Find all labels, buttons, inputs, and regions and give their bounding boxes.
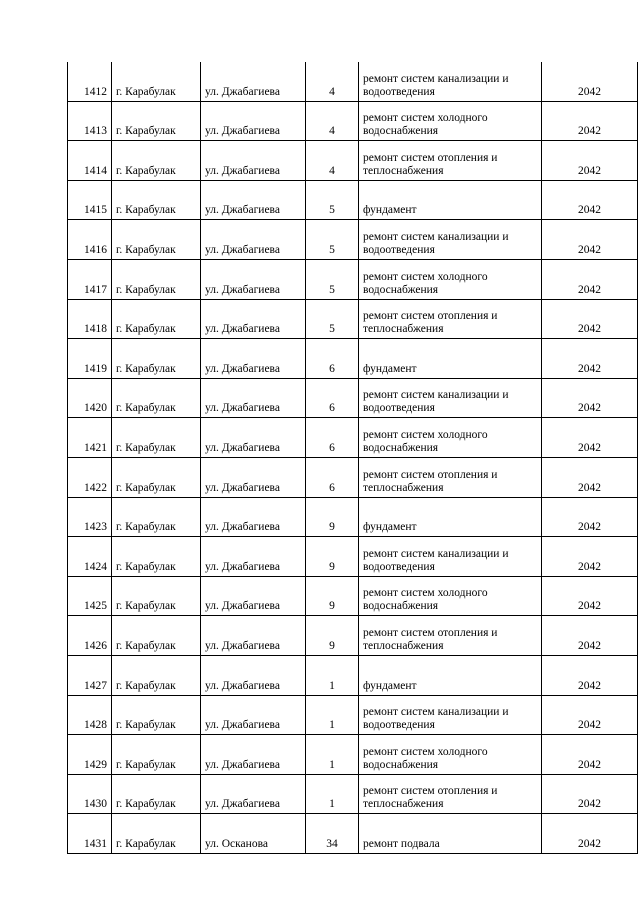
table-row — [68, 220, 638, 260]
table-row — [68, 339, 638, 379]
work-type-cell: ремонт систем отопления и теплоснабжения — [359, 774, 542, 814]
table-row — [68, 735, 638, 775]
city-cell: г. Карабулак — [112, 497, 201, 537]
street-cell: ул. Джабагиева — [201, 774, 306, 814]
street-cell: ул. Джабагиева — [201, 62, 306, 101]
street-cell: ул. Джабагиева — [201, 616, 306, 656]
house-number-cell: 1 — [306, 655, 359, 695]
street-cell: ул. Джабагиева — [201, 378, 306, 418]
table-row — [68, 299, 638, 339]
year-cell: 2042 — [542, 299, 638, 339]
city-cell: г. Карабулак — [112, 299, 201, 339]
row-number: 1423 — [68, 497, 112, 537]
row-number: 1413 — [68, 101, 112, 141]
city-cell: г. Карабулак — [112, 101, 201, 141]
row-number: 1429 — [68, 735, 112, 775]
table-row — [68, 537, 638, 577]
work-type-cell: ремонт систем отопления и теплоснабжения — [359, 141, 542, 181]
city-cell: г. Карабулак — [112, 814, 201, 854]
house-number-cell: 9 — [306, 497, 359, 537]
city-cell: г. Карабулак — [112, 695, 201, 735]
year-cell: 2042 — [542, 576, 638, 616]
work-type-cell: ремонт систем холодного водоснабжения — [359, 259, 542, 299]
row-number: 1428 — [68, 695, 112, 735]
table-row — [68, 457, 638, 497]
row-number: 1418 — [68, 299, 112, 339]
street-cell: ул. Джабагиева — [201, 141, 306, 181]
row-number: 1417 — [68, 259, 112, 299]
year-cell: 2042 — [542, 616, 638, 656]
table-row — [68, 774, 638, 814]
house-number-cell: 1 — [306, 695, 359, 735]
street-cell: ул. Джабагиева — [201, 655, 306, 695]
year-cell: 2042 — [542, 695, 638, 735]
city-cell: г. Карабулак — [112, 774, 201, 814]
year-cell: 2042 — [542, 735, 638, 775]
year-cell: 2042 — [542, 62, 638, 101]
work-type-cell: фундамент — [359, 497, 542, 537]
street-cell: ул. Джабагиева — [201, 497, 306, 537]
street-cell: ул. Джабагиева — [201, 101, 306, 141]
house-number-cell: 1 — [306, 774, 359, 814]
city-cell: г. Карабулак — [112, 180, 201, 220]
row-number: 1427 — [68, 655, 112, 695]
city-cell: г. Карабулак — [112, 418, 201, 458]
row-number: 1420 — [68, 378, 112, 418]
city-cell: г. Карабулак — [112, 616, 201, 656]
street-cell: ул. Джабагиева — [201, 695, 306, 735]
year-cell: 2042 — [542, 814, 638, 854]
row-number: 1412 — [68, 62, 112, 101]
house-number-cell: 4 — [306, 62, 359, 101]
city-cell: г. Карабулак — [112, 735, 201, 775]
repair-schedule-table — [67, 62, 638, 854]
city-cell: г. Карабулак — [112, 62, 201, 101]
house-number-cell: 5 — [306, 180, 359, 220]
street-cell: ул. Джабагиева — [201, 259, 306, 299]
table-row — [68, 576, 638, 616]
house-number-cell: 6 — [306, 418, 359, 458]
work-type-cell: ремонт систем отопления и теплоснабжения — [359, 616, 542, 656]
year-cell: 2042 — [542, 220, 638, 260]
house-number-cell: 5 — [306, 220, 359, 260]
city-cell: г. Карабулак — [112, 141, 201, 181]
house-number-cell: 34 — [306, 814, 359, 854]
work-type-cell: ремонт систем канализации и водоотведения — [359, 220, 542, 260]
house-number-cell: 4 — [306, 141, 359, 181]
city-cell: г. Карабулак — [112, 339, 201, 379]
street-cell: ул. Джабагиева — [201, 418, 306, 458]
table-row — [68, 378, 638, 418]
year-cell: 2042 — [542, 141, 638, 181]
year-cell: 2042 — [542, 259, 638, 299]
city-cell: г. Карабулак — [112, 457, 201, 497]
work-type-cell: ремонт систем канализации и водоотведения — [359, 378, 542, 418]
table-row — [68, 141, 638, 181]
table-row — [68, 655, 638, 695]
table-row — [68, 101, 638, 141]
house-number-cell: 1 — [306, 735, 359, 775]
row-number: 1414 — [68, 141, 112, 181]
row-number: 1416 — [68, 220, 112, 260]
table-row — [68, 695, 638, 735]
street-cell: ул. Джабагиева — [201, 537, 306, 577]
table-row — [68, 180, 638, 220]
year-cell: 2042 — [542, 537, 638, 577]
city-cell: г. Карабулак — [112, 220, 201, 260]
work-type-cell: ремонт подвала — [359, 814, 542, 854]
street-cell: ул. Джабагиева — [201, 576, 306, 616]
house-number-cell: 6 — [306, 339, 359, 379]
house-number-cell: 4 — [306, 101, 359, 141]
city-cell: г. Карабулак — [112, 378, 201, 418]
street-cell: ул. Джабагиева — [201, 299, 306, 339]
year-cell: 2042 — [542, 774, 638, 814]
year-cell: 2042 — [542, 101, 638, 141]
table-row — [68, 259, 638, 299]
work-type-cell: фундамент — [359, 180, 542, 220]
row-number: 1415 — [68, 180, 112, 220]
house-number-cell: 6 — [306, 378, 359, 418]
work-type-cell: ремонт систем канализации и водоотведения — [359, 62, 542, 101]
street-cell: ул. Джабагиева — [201, 180, 306, 220]
row-number: 1424 — [68, 537, 112, 577]
work-type-cell: ремонт систем холодного водоснабжения — [359, 735, 542, 775]
house-number-cell: 9 — [306, 537, 359, 577]
row-number: 1421 — [68, 418, 112, 458]
house-number-cell: 5 — [306, 259, 359, 299]
year-cell: 2042 — [542, 655, 638, 695]
work-type-cell: ремонт систем холодного водоснабжения — [359, 101, 542, 141]
work-type-cell: фундамент — [359, 339, 542, 379]
street-cell: ул. Джабагиева — [201, 220, 306, 260]
house-number-cell: 9 — [306, 576, 359, 616]
city-cell: г. Карабулак — [112, 655, 201, 695]
row-number: 1425 — [68, 576, 112, 616]
house-number-cell: 5 — [306, 299, 359, 339]
house-number-cell: 6 — [306, 457, 359, 497]
work-type-cell: фундамент — [359, 655, 542, 695]
table-row — [68, 814, 638, 854]
year-cell: 2042 — [542, 418, 638, 458]
work-type-cell: ремонт систем отопления и теплоснабжения — [359, 299, 542, 339]
row-number: 1422 — [68, 457, 112, 497]
year-cell: 2042 — [542, 180, 638, 220]
year-cell: 2042 — [542, 497, 638, 537]
street-cell: ул. Джабагиева — [201, 457, 306, 497]
row-number: 1430 — [68, 774, 112, 814]
city-cell: г. Карабулак — [112, 537, 201, 577]
work-type-cell: ремонт систем канализации и водоотведения — [359, 537, 542, 577]
work-type-cell: ремонт систем отопления и теплоснабжения — [359, 457, 542, 497]
year-cell: 2042 — [542, 339, 638, 379]
table-row — [68, 497, 638, 537]
street-cell: ул. Джабагиева — [201, 735, 306, 775]
house-number-cell: 9 — [306, 616, 359, 656]
row-number: 1419 — [68, 339, 112, 379]
table-row — [68, 418, 638, 458]
year-cell: 2042 — [542, 457, 638, 497]
street-cell: ул. Осканова — [201, 814, 306, 854]
row-number: 1426 — [68, 616, 112, 656]
table-row — [68, 616, 638, 656]
table-body — [68, 62, 638, 853]
row-number: 1431 — [68, 814, 112, 854]
city-cell: г. Карабулак — [112, 259, 201, 299]
work-type-cell: ремонт систем канализации и водоотведения — [359, 695, 542, 735]
year-cell: 2042 — [542, 378, 638, 418]
work-type-cell: ремонт систем холодного водоснабжения — [359, 418, 542, 458]
street-cell: ул. Джабагиева — [201, 339, 306, 379]
table-row — [68, 62, 638, 101]
city-cell: г. Карабулак — [112, 576, 201, 616]
work-type-cell: ремонт систем холодного водоснабжения — [359, 576, 542, 616]
